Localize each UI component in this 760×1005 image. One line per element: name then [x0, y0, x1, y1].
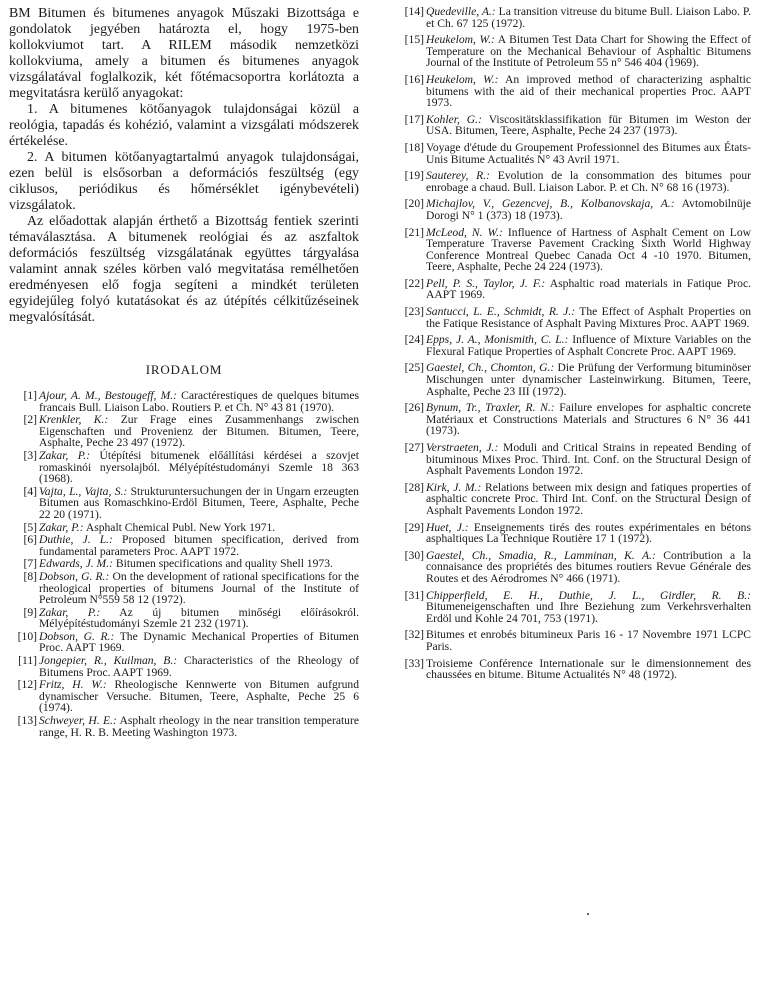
- reference-number: [13]: [17, 714, 37, 728]
- reference-text: Die Prüfung der Verformung bituminöser Mischungen unter dynamischer Lasteinwirkung. Bitumen, Teere, Asphalte, Peche 23 III (1972).: [426, 361, 751, 398]
- reference-number: [17]: [404, 112, 424, 126]
- reference-entry: [9, 414, 359, 449]
- reference-number: [12]: [17, 678, 37, 692]
- reference-text: Influence of Mixture Variables on the Flexural Fatique Properties of Asphalt Concrete Proc. AAPT 1969.: [426, 333, 751, 358]
- reference-entry: [396, 198, 751, 221]
- reference-entry: [396, 306, 751, 329]
- reference-author: Dobson, G. R.:: [39, 629, 115, 643]
- reference-text: Contribution a la connaisance des propriétés des bitumes routiers Revue Générale des Routes et des Aérodromes N° 466 (1971).: [426, 548, 752, 585]
- reference-entry: [396, 74, 751, 109]
- reference-number: [32]: [404, 628, 424, 642]
- reference-text: Voyage d'étude du Groupement Professionnel des Bitumes aux États-Unis Bitume Actualités N° 43 Avril 1971.: [426, 140, 751, 166]
- reference-text: Viscositätsklassifikation für Bitumen im Weston der USA. Bitumen, Teere, Asphalte, Peche 24 237 (1973).: [426, 112, 751, 138]
- reference-text: Útépítési bitumenek előállítási kérdései a szovjet romaskinói nyersolajból. Mélyépítéstudományi Szemle 18 363 (1968).: [39, 448, 360, 486]
- reference-text: An improved method of characterizing asphaltic bitumens with the aid of their mechanical properties Proc. AAPT 1973.: [426, 72, 751, 110]
- reference-text: Asphaltic road materials in Fatique Proc. AAPT 1969.: [426, 276, 751, 302]
- reference-entry: [396, 170, 751, 193]
- reference-author: Kirk, J. M.:: [426, 480, 482, 494]
- reference-entry: [396, 550, 751, 585]
- reference-entry: [9, 607, 359, 630]
- reference-entry: [9, 679, 359, 714]
- reference-author: Dobson, G. R.:: [39, 569, 110, 583]
- reference-entry: [396, 6, 751, 29]
- reference-entry: [396, 227, 751, 273]
- reference-author: Jongepier, R., Kuilman, B.:: [39, 654, 178, 668]
- reference-number: [1]: [23, 389, 37, 402]
- reference-author: Heukelom, W.:: [426, 72, 499, 86]
- reference-text: Bitumen specifications and quality Shell 1973.: [112, 557, 333, 571]
- reference-number: [7]: [23, 557, 37, 571]
- reference-number: [8]: [23, 569, 37, 583]
- reference-text: Proposed bitumen specification, derived from fundamental parameters Proc. AAPT 1972.: [39, 533, 359, 558]
- reference-author: Santucci, L. E., Schmidt, R. J.:: [426, 305, 576, 319]
- reference-author: Schweyer, H. E.:: [39, 714, 117, 728]
- reference-text: Enseignements tirés des routes expérimentales en bétons asphaltiques La Technique Routière 17 1 (1972).: [426, 520, 751, 546]
- reference-number: [15]: [404, 33, 424, 47]
- reference-entry: [396, 629, 751, 652]
- page-speck: [587, 913, 589, 915]
- reference-author: Sauterey, R.:: [426, 169, 490, 183]
- reference-author: Gaestel, Ch., Chomton, G.:: [426, 361, 555, 375]
- reference-number: [27]: [404, 441, 424, 454]
- reference-entry: [396, 522, 751, 545]
- reference-number: [26]: [404, 401, 424, 415]
- reference-number: [11]: [18, 654, 37, 668]
- reference-author: Michajlov, V., Gezencvej, B., Kolbanovskaja, A.:: [426, 197, 675, 211]
- reference-text: Rheologische Kennwerte von Bitumen aufgrund dynamischer Versuche. Bitumen, Teere, Asphalte, Peche 25 6 (1974).: [39, 678, 360, 715]
- reference-text: The Dynamic Mechanical Properties of Bitumen Proc. AAPT 1969.: [39, 629, 359, 655]
- reference-text: Moduli and Critical Strains in repeated Bending of bituminous Mixes Proc. Third. Int. Conf. on the Structural Design of Asphalt Pavements London 1972.: [426, 441, 751, 478]
- reference-number: [25]: [404, 361, 424, 375]
- reference-entry: [396, 114, 751, 137]
- reference-number: [24]: [404, 333, 424, 347]
- reference-author: Quedeville, A.:: [426, 5, 496, 18]
- reference-number: [22]: [404, 276, 424, 290]
- references-heading: IRODALOM: [145, 362, 223, 377]
- reference-list-left: [9, 390, 359, 738]
- reference-text: Strukturuntersuchungen der in Ungarn erzeugten Bitumen aus Romaschkino-Erdöl Bitumen, Teere, Asphalte, Peche 22 20 (1971).: [39, 484, 359, 521]
- reference-entry: [396, 658, 751, 681]
- reference-text: Avtomobilnüje Dorogi N° 1 (373) 18 (1973).: [426, 197, 751, 222]
- reference-text: Relations between mix design and fatiques properties of asphaltic concrete Proc. Third Int. Conf. on the Structural Design of Asphalt Pavements London 1972.: [426, 480, 751, 517]
- reference-author: Pell, P. S., Taylor, J. F.:: [426, 276, 546, 290]
- reference-number: [16]: [404, 72, 424, 86]
- reference-number: [33]: [404, 656, 424, 670]
- reference-number: [9]: [23, 605, 37, 619]
- reference-author: Verstraeten, J.:: [426, 441, 499, 454]
- reference-text: Characteristics of the Rheology of Bitumens Proc. AAPT 1969.: [39, 654, 359, 679]
- reference-text: A Bitumen Test Data Chart for Showing the Effect of Temperature on the Mechanical Behaviour of Asphaltic Bitumens Journal of the Institute of Petroleum 55 n° 546 404 (1969).: [426, 33, 751, 70]
- reference-entry: [396, 482, 751, 517]
- reference-author: Zakar, P.:: [39, 448, 91, 462]
- reference-entry: [9, 558, 359, 570]
- reference-text: Troisieme Conférence Internationale sur le dimensionnement des chaussées en bitume. Bitume Actualités N° 48 (1972).: [426, 656, 751, 682]
- reference-number: [14]: [404, 5, 424, 18]
- reference-author: Huet, J.:: [426, 520, 469, 534]
- reference-text: Az új bitumen minőségi előírásokról. Mélyépítéstudományi Szemle 21 232 (1971).: [39, 605, 360, 631]
- reference-author: Duthie, J. L.:: [39, 533, 113, 547]
- reference-author: Zakar, P.:: [39, 520, 84, 534]
- reference-entry: [396, 334, 751, 357]
- reference-text: Caractérestiques de quelques bitumes francais Bull. Liaison Labo. Routiers P. et Ch. N° 43 81 (1970).: [39, 389, 359, 414]
- reference-text: La transition vitreuse du bitume Bull. Liaison Labo. P. et Ch. 67 125 (1972).: [426, 5, 751, 30]
- reference-text: Evolution de la consommation des bitumes pour enrobage a chaud. Bull. Liaison Labor. P. et Ch. N° 68 16 (1973).: [426, 169, 751, 194]
- reference-author: Vajta, L., Vajta, S.:: [39, 484, 128, 498]
- reference-number: [18]: [404, 140, 424, 154]
- reference-text: Failure envelopes for asphaltic concrete Matériaux et Constructions Materials and Structures 6 N° 36 441 (1973).: [426, 401, 751, 438]
- reference-number: [20]: [404, 197, 424, 211]
- reference-text: Zur Frage eines Zusammenhangs zwischen Eigenschaften und Provenienz der Bitumen. Bitumen, Teere, Asphalte, Peche 23 497 (1972).: [39, 413, 359, 450]
- left-column: [9, 6, 359, 739]
- reference-entry: [9, 450, 359, 485]
- reference-entry: [9, 571, 359, 606]
- reference-text: On the development of rational specifications for the rheological properties of bitumens Journal of the Institute of Petroleum N°559 58 12 (1972).: [39, 569, 359, 607]
- reference-entry: [9, 715, 359, 738]
- reference-text: Bitumes et enrobés bitumineux Paris 16 - 17 Novembre 1971 LCPC Paris.: [426, 628, 751, 653]
- reference-author: Ajour, A. M., Bestougeff, M.:: [39, 389, 178, 402]
- reference-author: Kohler, G.:: [426, 112, 482, 126]
- reference-number: [30]: [404, 548, 424, 562]
- reference-entry: [9, 655, 359, 678]
- reference-number: [28]: [404, 480, 424, 494]
- reference-number: [5]: [23, 520, 37, 534]
- reference-entry: [396, 278, 751, 301]
- reference-text: Asphalt Chemical Publ. New York 1971.: [83, 520, 276, 534]
- reference-number: [21]: [404, 225, 424, 239]
- reference-entry: [9, 390, 359, 413]
- reference-entry: [9, 486, 359, 521]
- reference-text: The Effect of Asphalt Properties on the Fatique Resistance of Asphalt Paving Mixtures Proc. AAPT 1969.: [426, 305, 751, 330]
- reference-list-right: [396, 6, 751, 681]
- right-column: [396, 6, 751, 686]
- reference-number: [19]: [404, 169, 424, 183]
- reference-entry: [396, 590, 751, 625]
- reference-author: Bynum, Tr., Traxler, R. N.:: [426, 401, 555, 415]
- reference-number: [3]: [23, 448, 37, 462]
- reference-number: [31]: [404, 588, 424, 602]
- reference-entry: [396, 442, 751, 477]
- reference-number: [10]: [17, 629, 37, 643]
- reference-author: Zakar, P.:: [39, 605, 101, 619]
- reference-number: [4]: [23, 484, 37, 498]
- reference-author: Chipperfield, E. H., Duthie, J. L., Girdler, R. B.:: [426, 588, 751, 602]
- reference-author: McLeod, N. W.:: [426, 225, 503, 239]
- closing-paragraph: Az előadottak alapján érthető a Bizottság fentiek szerinti témaválasztása. A bitumenek reológiai és az aszfaltok deformációs feszültség vizsgálatának együttes tárgyalása valamint annak széles körben való megvitatása remélhetően eredményesen elő fogja segíteni a mindkét területen egyidejűleg folyó kutatásokat és az útépítés célkitűzéseinek megvalósítását.: [9, 214, 359, 325]
- reference-text: Bitumeneigenschaften und Ihre Beziehung zum Verkehrsverhalten Erdöl und Kohle 24 701, 753 (1971).: [426, 600, 751, 625]
- reference-author: Fritz, H. W.:: [39, 678, 107, 692]
- topic-item-2: 2. A bitumen kötőanyagtartalmú anyagok tulajdonságai, ezen belül is elsősorban a deformációs feszültség (egy ciklusos, periódikus és hőmérséklet igénybevételi) vizsgálatok.: [9, 150, 359, 213]
- reference-text: Asphalt rheology in the near transition temperature range, H. R. B. Meeting Washington 1973.: [39, 714, 359, 739]
- reference-entry: [9, 522, 359, 534]
- reference-entry: [396, 402, 751, 437]
- reference-entry: [396, 142, 751, 165]
- reference-author: Heukelom, W.:: [426, 33, 495, 47]
- intro-paragraph: BM Bitumen és bitumenes anyagok Műszaki Bizottsága e gondolatok jegyében határozta el, hogy 1975-ben kollokviumot tart. A RILEM második nemzetközi kollokviuma, amely a bitumen és bitumenes anyagok vizsgálatával foglalkozik, két főtémacsoportra korlátozta a megvitatásra kerülő anyagokat:: [9, 6, 359, 101]
- reference-number: [23]: [404, 305, 424, 319]
- reference-entry: [9, 631, 359, 654]
- reference-entry: [9, 534, 359, 557]
- reference-author: Epps, J. A., Monismith, C. L.:: [426, 333, 569, 347]
- reference-number: [2]: [23, 413, 37, 427]
- reference-text: Influence of Hartness of Asphalt Cement on Low Temperature Traverse Pavement Cracking Sixth World Highway Conference Montreal Quebec Canada Oct 4 -10 1970. Bitumen, Teere, Asphalte, Peche 24 224 (1973).: [426, 225, 751, 274]
- reference-number: [6]: [23, 533, 37, 547]
- reference-author: Edwards, J. M.:: [39, 557, 113, 571]
- reference-entry: [396, 34, 751, 69]
- reference-author: Krenkler, K.:: [39, 413, 109, 427]
- reference-number: [29]: [404, 520, 424, 534]
- topic-item-1: 1. A bitumenes kötőanyagok tulajdonságai közül a reológia, tapadás és kohézió, valamint a vizsgálati módszerek értékelése.: [9, 102, 359, 149]
- reference-author: Gaestel, Ch., Smadia, R., Lamminan, K. A.:: [426, 548, 656, 562]
- reference-entry: [396, 362, 751, 397]
